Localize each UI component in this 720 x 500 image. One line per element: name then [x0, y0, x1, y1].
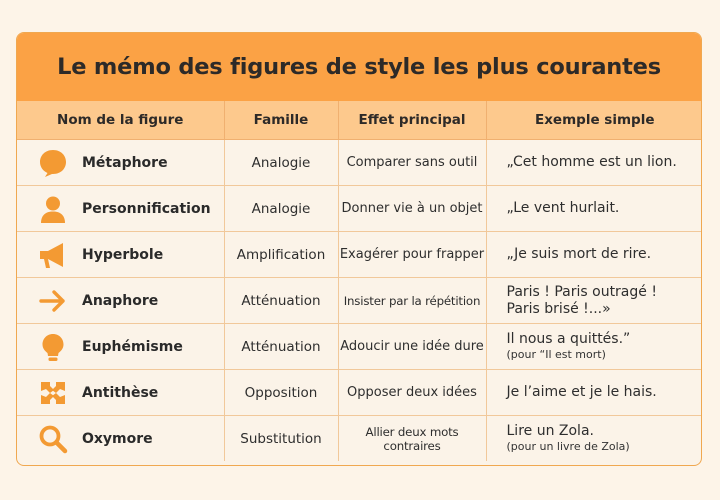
figure-family: Analogie: [224, 186, 338, 232]
figure-effect: Insister par la répétition: [338, 278, 486, 324]
figure-effect: Exagérer pour frapper: [338, 232, 486, 278]
figure-family: Atténuation: [224, 324, 338, 370]
figure-effect: Opposer deux idées: [338, 370, 486, 416]
figure-example: Paris ! Paris outragé ! Paris brisé !...»: [506, 283, 657, 317]
column-header-nom: Nom de la figure: [17, 101, 224, 140]
figure-effect: Adoucir une idée dure: [338, 324, 486, 370]
opposing-arrows-icon: [37, 377, 69, 409]
page-title: Le mémo des figures de style les plus courantes: [57, 54, 661, 80]
figure-name: Hyperbole: [82, 246, 164, 263]
figure-example: „Je suis mort de rire.: [506, 246, 652, 262]
figure-name: Anaphore: [82, 292, 159, 309]
speech-bubble-icon: [37, 147, 69, 179]
figures-table: [17, 101, 702, 461]
title-bar: [17, 33, 701, 101]
table-row: [17, 370, 702, 416]
figure-family: Substitution: [224, 416, 338, 462]
figure-family: Opposition: [224, 370, 338, 416]
megaphone-icon: [37, 239, 69, 271]
figure-name: Oxymore: [82, 430, 153, 447]
figure-example: „Cet homme est un lion.: [506, 154, 677, 170]
figure-family: Analogie: [224, 140, 338, 186]
memo-card: [16, 32, 702, 466]
figure-effect: Allier deux mots contraires: [338, 416, 486, 462]
figure-family: Atténuation: [224, 278, 338, 324]
table-header-row: [17, 101, 702, 140]
column-header-effet: Effet principal: [338, 101, 486, 140]
table-row: [17, 140, 702, 186]
figure-example: Lire un Zola.: [506, 423, 594, 439]
figure-name: Euphémisme: [82, 338, 183, 355]
figure-name: Antithèse: [82, 384, 159, 401]
table-row: [17, 416, 702, 462]
figure-effect: Comparer sans outil: [338, 140, 486, 186]
column-header-famille: Famille: [224, 101, 338, 140]
lightbulb-icon: [37, 331, 69, 363]
magnifier-icon: [37, 423, 69, 455]
table-row: [17, 278, 702, 324]
figure-example: Je l’aime et je le hais.: [506, 384, 657, 400]
column-header-exemple: Exemple simple: [486, 101, 702, 140]
figure-name: Métaphore: [82, 154, 168, 171]
person-icon: [37, 193, 69, 225]
arrow-right-icon: [37, 285, 69, 317]
table-row: [17, 232, 702, 278]
figure-example: Il nous a quittés.”: [506, 331, 631, 347]
figure-example-note: (pour “Il est mort): [506, 348, 606, 361]
table-row: [17, 186, 702, 232]
figure-example-note: (pour un livre de Zola): [506, 440, 630, 453]
figure-example: „Le vent hurlait.: [506, 200, 620, 216]
figure-name: Personnification: [82, 200, 211, 217]
figure-effect: Donner vie à un objet: [338, 186, 486, 232]
table-row: [17, 324, 702, 370]
figure-family: Amplification: [224, 232, 338, 278]
